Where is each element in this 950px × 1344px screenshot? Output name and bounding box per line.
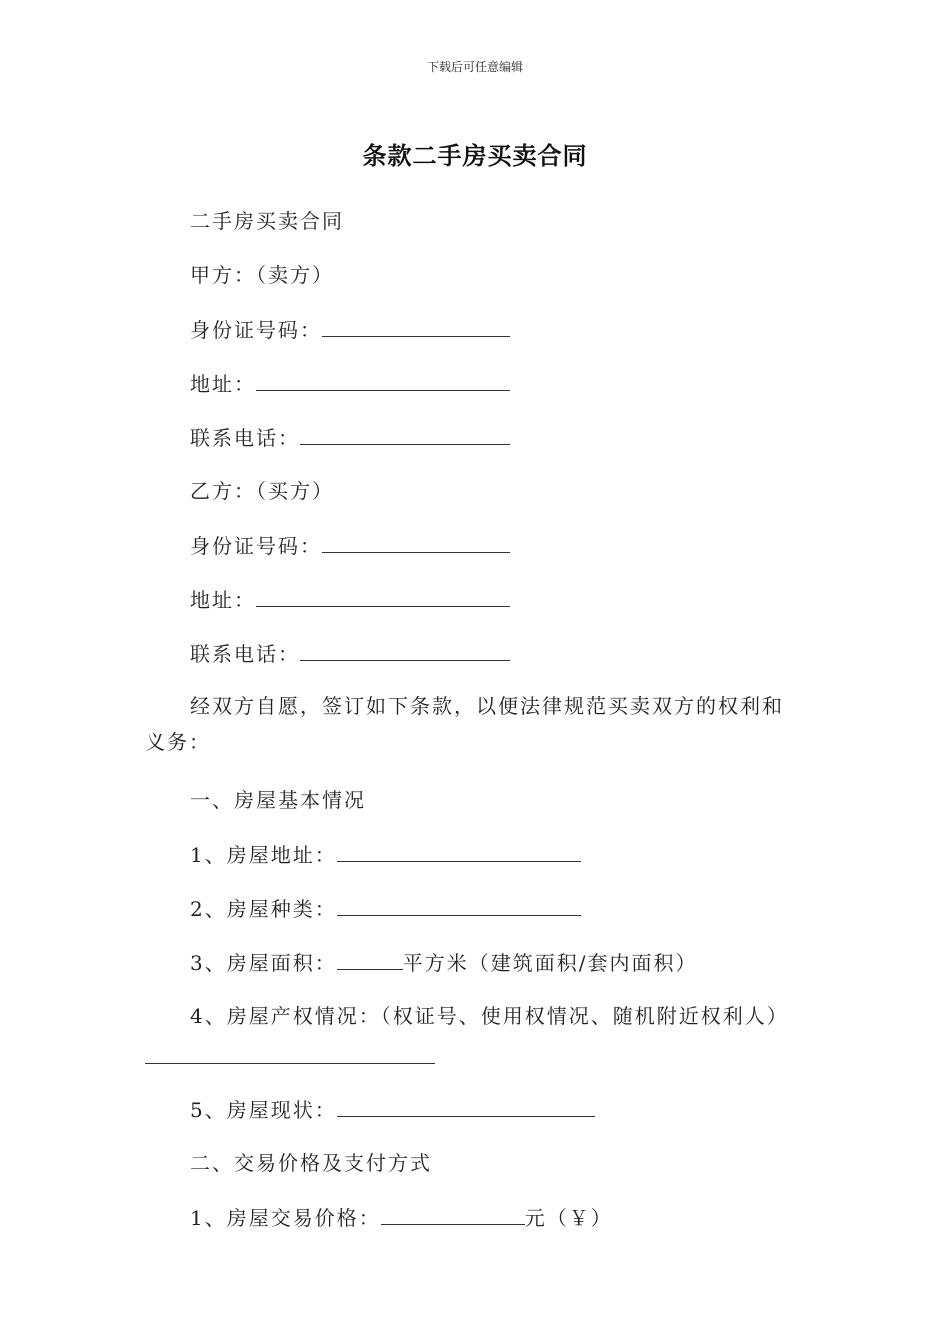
section-1-heading: 一、房屋基本情况	[190, 788, 366, 812]
price-label: 1、房屋交易价格：	[190, 1206, 381, 1230]
house-status-row	[190, 1096, 595, 1123]
house-status-label: 5、房屋现状：	[190, 1098, 337, 1122]
house-address-label: 1、房屋地址：	[190, 843, 337, 867]
party-b-id-row	[190, 532, 510, 559]
party-a-heading: 甲方：（卖方）	[190, 263, 334, 287]
party-b-phone-label: 联系电话：	[190, 642, 300, 666]
party-b-id-blank[interactable]	[322, 532, 510, 553]
price-unit: 元（￥）	[524, 1206, 613, 1230]
house-type-row	[190, 895, 581, 922]
party-b-address-label: 地址：	[190, 588, 256, 612]
price-blank[interactable]	[381, 1204, 525, 1225]
party-a-id-label: 身份证号码：	[190, 318, 322, 342]
house-type-label: 2、房屋种类：	[190, 897, 337, 921]
party-a-phone-label: 联系电话：	[190, 426, 300, 450]
house-area-label: 3、房屋面积：	[190, 951, 337, 975]
subtitle: 二手房买卖合同	[190, 209, 344, 233]
party-a-address-label: 地址：	[190, 372, 256, 396]
party-a-id-blank[interactable]	[322, 316, 510, 337]
party-b-phone-row	[190, 640, 510, 667]
party-a-phone-row	[190, 424, 510, 451]
price-row	[190, 1204, 613, 1231]
property-rights-blank[interactable]	[145, 1062, 435, 1064]
property-rights-row: 4、房屋产权情况：（权证号、使用权情况、随机附近权利人）	[190, 1004, 789, 1028]
house-area-row	[190, 949, 697, 976]
house-type-blank[interactable]	[337, 895, 581, 916]
house-address-row	[190, 841, 581, 868]
party-b-address-row	[190, 586, 510, 613]
party-a-phone-blank[interactable]	[300, 424, 510, 445]
party-b-address-blank[interactable]	[256, 586, 510, 607]
section-2-heading: 二、交易价格及支付方式	[190, 1151, 432, 1175]
party-b-heading: 乙方：（买方）	[190, 479, 334, 503]
house-status-blank[interactable]	[337, 1096, 595, 1117]
party-b-phone-blank[interactable]	[300, 640, 510, 661]
party-a-address-row	[190, 370, 510, 397]
party-a-address-blank[interactable]	[256, 370, 510, 391]
party-a-id-row	[190, 316, 510, 343]
document-title: 条款二手房买卖合同	[362, 142, 588, 170]
intro-paragraph: 经双方自愿，签订如下条款，以便法律规范买卖双方的权利和义务：	[145, 694, 784, 754]
party-b-id-label: 身份证号码：	[190, 534, 322, 558]
house-area-blank[interactable]	[337, 949, 403, 970]
house-address-blank[interactable]	[337, 841, 581, 862]
house-area-unit: 平方米（建筑面积/套内面积）	[402, 951, 698, 975]
header-note: 下载后可任意编辑	[426, 60, 523, 74]
